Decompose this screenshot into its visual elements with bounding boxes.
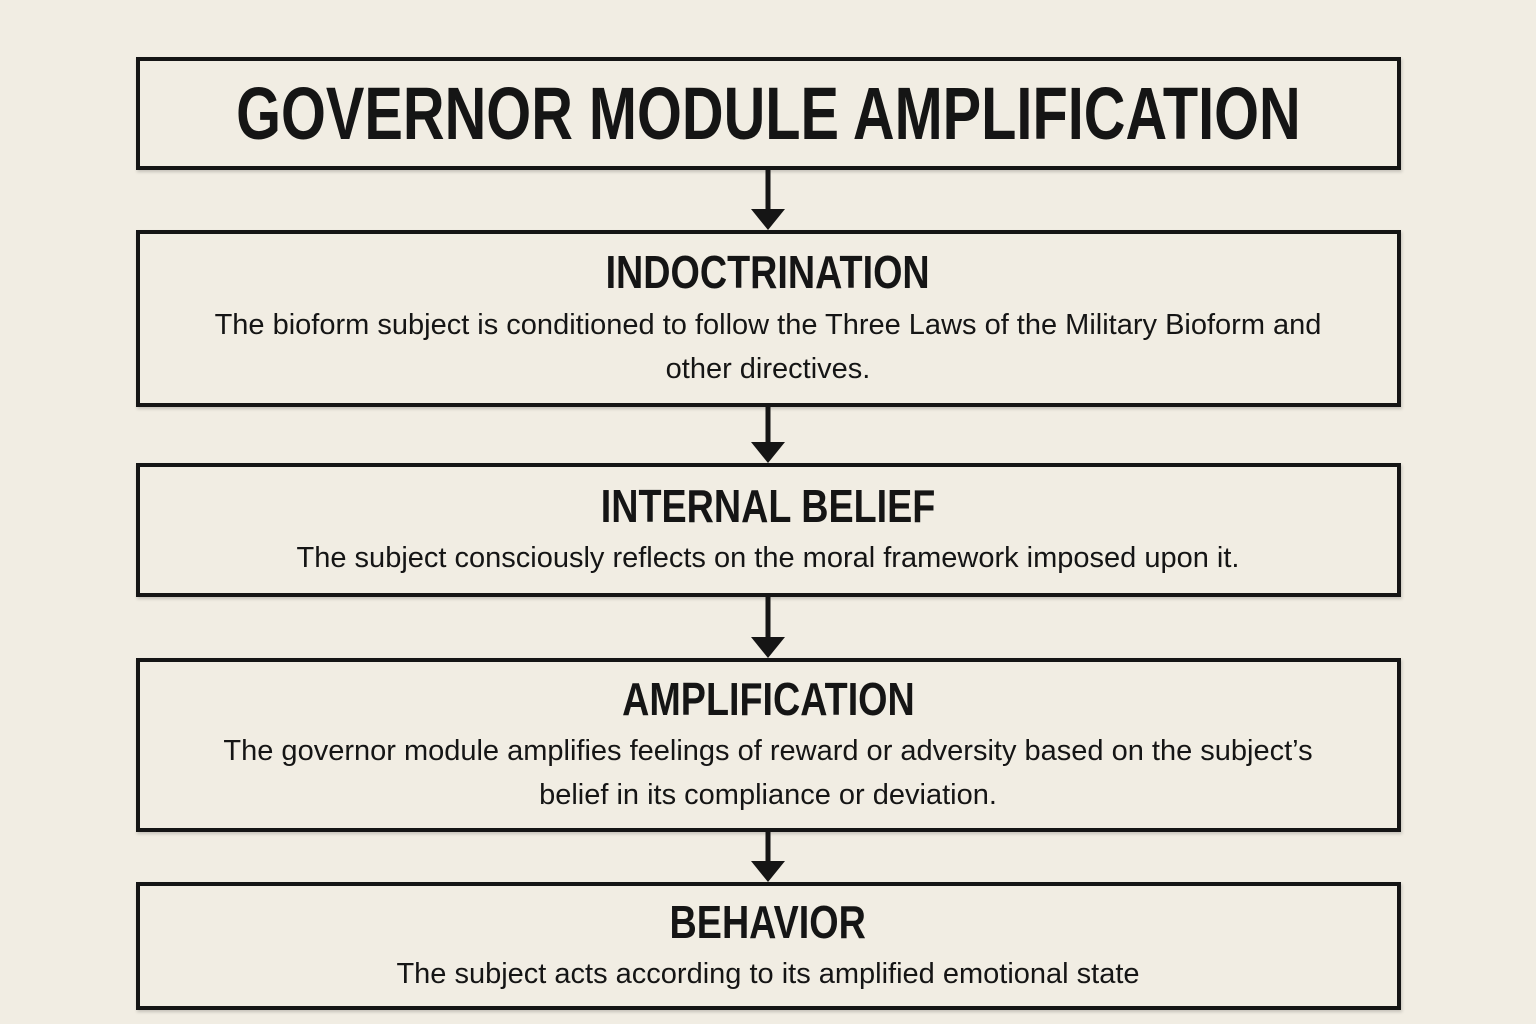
step-box-behavior: [136, 882, 1401, 1010]
step-description: The governor module amplifies feelings of reward or adversity based on the subject’s belief in its compliance or deviation.: [223, 735, 1313, 812]
step-box-amplification: [136, 658, 1401, 832]
flow-arrow-3: [748, 597, 788, 658]
step-heading: BEHAVIOR: [669, 895, 867, 948]
step-description: The subject acts according to its amplified emotional state: [396, 958, 1140, 991]
arrow-down-icon: [748, 170, 788, 230]
step-description: The bioform subject is conditioned to follow the Three Laws of the Military Bioform and other directives.: [214, 308, 1322, 385]
arrow-down-icon: [748, 597, 788, 658]
step-heading: INTERNAL BELIEF: [600, 479, 936, 532]
flow-arrow-2: [748, 407, 788, 463]
step-heading: AMPLIFICATION: [621, 672, 915, 725]
flow-arrow-4: [748, 832, 788, 882]
flow-arrow-1: [748, 170, 788, 230]
arrow-down-icon: [748, 407, 788, 463]
step-box-internal-belief: [136, 463, 1401, 597]
step-description: The subject consciously reflects on the moral framework imposed upon it.: [296, 542, 1240, 575]
diagram-title: GOVERNOR MODULE AMPLIFICATION: [235, 71, 1301, 155]
step-box-indoctrination: [136, 230, 1401, 407]
arrow-down-icon: [748, 832, 788, 882]
step-heading: INDOCTRINATION: [605, 246, 931, 299]
title-box: [136, 57, 1401, 170]
